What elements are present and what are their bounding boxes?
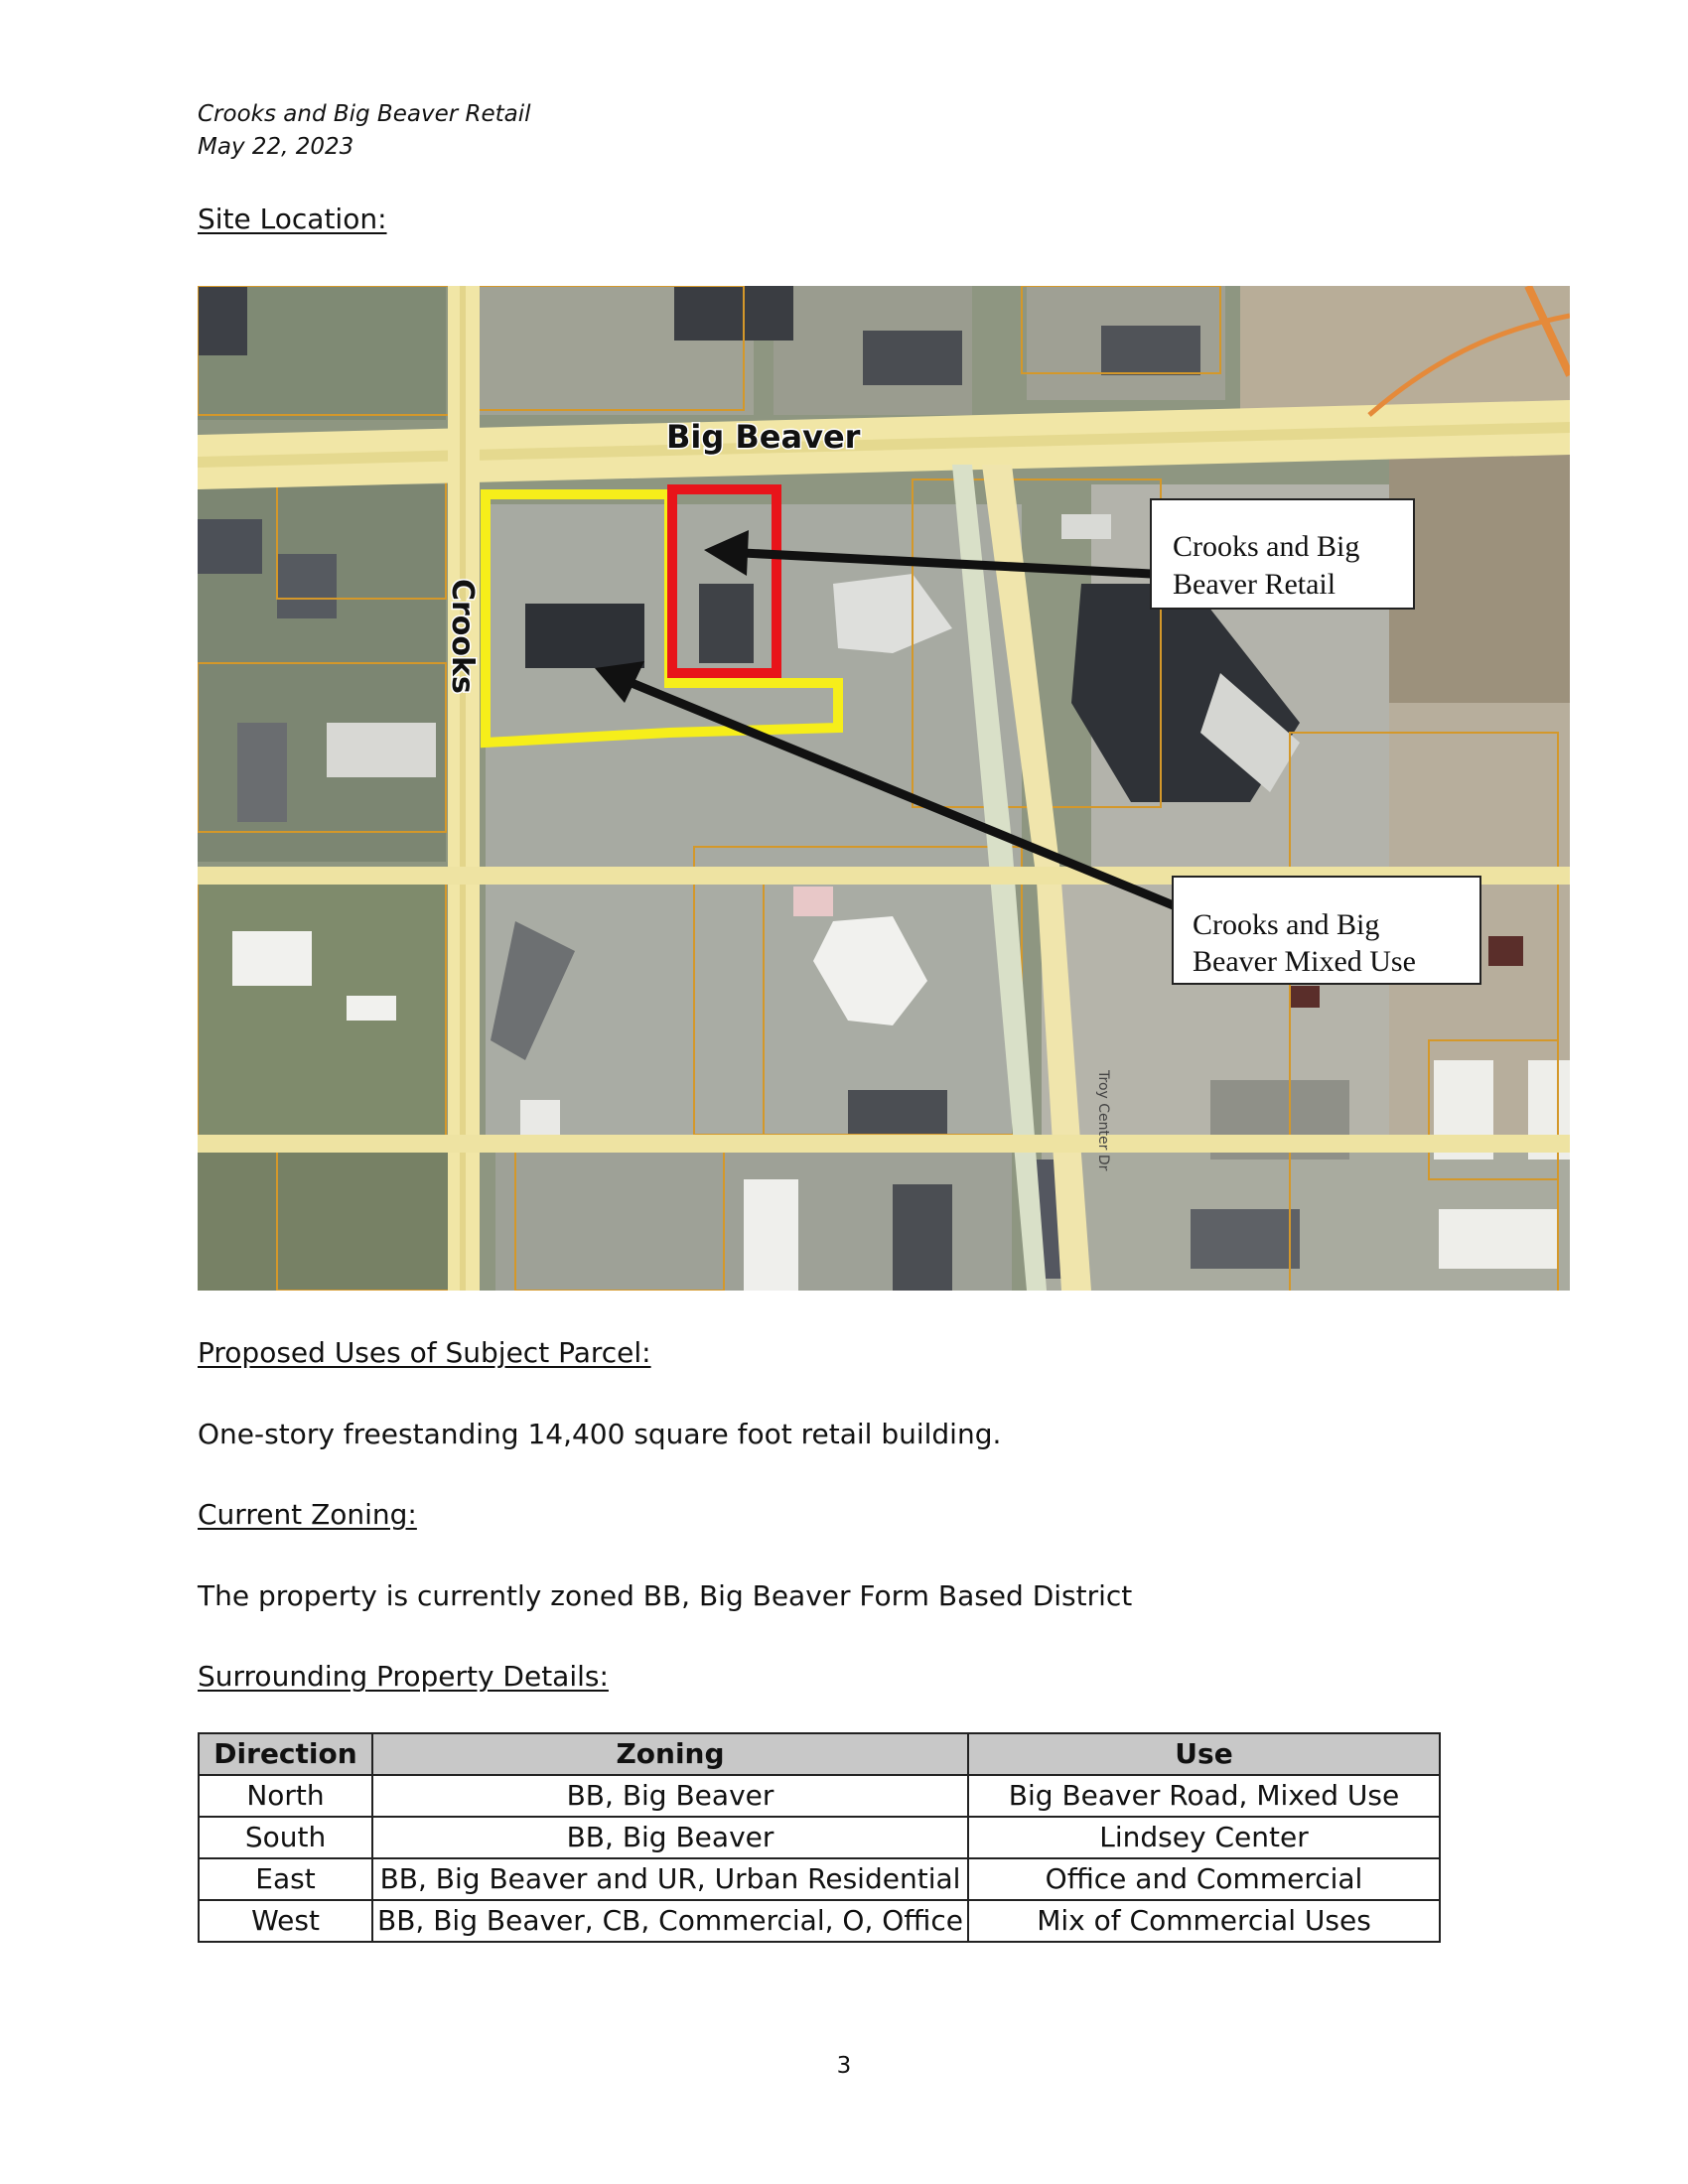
cell-direction: South (199, 1817, 372, 1858)
callout-mixed-use (1173, 877, 1480, 984)
cell-direction: North (199, 1775, 372, 1817)
table-row (199, 1817, 1440, 1858)
label-big-beaver: Big Beaver (666, 418, 861, 456)
heading-site-location: Site Location: (198, 203, 387, 235)
document-date: May 22, 2023 (198, 134, 354, 160)
cell-zoning: BB, Big Beaver (372, 1775, 968, 1817)
heading-proposed-uses: Proposed Uses of Subject Parcel: (198, 1336, 651, 1369)
table-row (199, 1900, 1440, 1942)
current-zoning-text: The property is currently zoned BB, Big Beaver Form Based District (198, 1579, 1133, 1612)
cell-use: Mix of Commercial Uses (968, 1900, 1440, 1942)
label-crooks: Crooks (445, 579, 480, 694)
cell-zoning: BB, Big Beaver, CB, Commercial, O, Office (372, 1900, 968, 1942)
table-header-row (199, 1733, 1440, 1775)
callout-mixed-line2: Beaver Mixed Use (1193, 945, 1416, 978)
heading-surrounding: Surrounding Property Details: (198, 1660, 609, 1693)
site-location-map (198, 286, 1570, 1291)
callout-retail (1151, 499, 1414, 609)
cell-zoning: BB, Big Beaver and UR, Urban Residential (372, 1858, 968, 1900)
callout-retail-line2: Beaver Retail (1173, 568, 1336, 601)
header-direction: Direction (199, 1733, 372, 1775)
cell-zoning: BB, Big Beaver (372, 1817, 968, 1858)
header-zoning: Zoning (372, 1733, 968, 1775)
page-number: 3 (836, 2053, 852, 2079)
proposed-uses-text: One-story freestanding 14,400 square foot retail building. (198, 1418, 1002, 1450)
header-use: Use (968, 1733, 1440, 1775)
cell-use: Big Beaver Road, Mixed Use (968, 1775, 1440, 1817)
table-row (199, 1775, 1440, 1817)
cell-direction: East (199, 1858, 372, 1900)
cell-use: Office and Commercial (968, 1858, 1440, 1900)
callout-mixed-line1: Crooks and Big (1193, 908, 1380, 941)
surrounding-property-table (198, 1732, 1441, 1943)
callout-retail-line1: Crooks and Big (1173, 530, 1360, 563)
table-row (199, 1858, 1440, 1900)
cell-use: Lindsey Center (968, 1817, 1440, 1858)
document-title: Crooks and Big Beaver Retail (198, 101, 531, 127)
cell-direction: West (199, 1900, 372, 1942)
heading-current-zoning: Current Zoning: (198, 1498, 417, 1531)
label-troy-center-dr: Troy Center Dr (1095, 1070, 1111, 1171)
